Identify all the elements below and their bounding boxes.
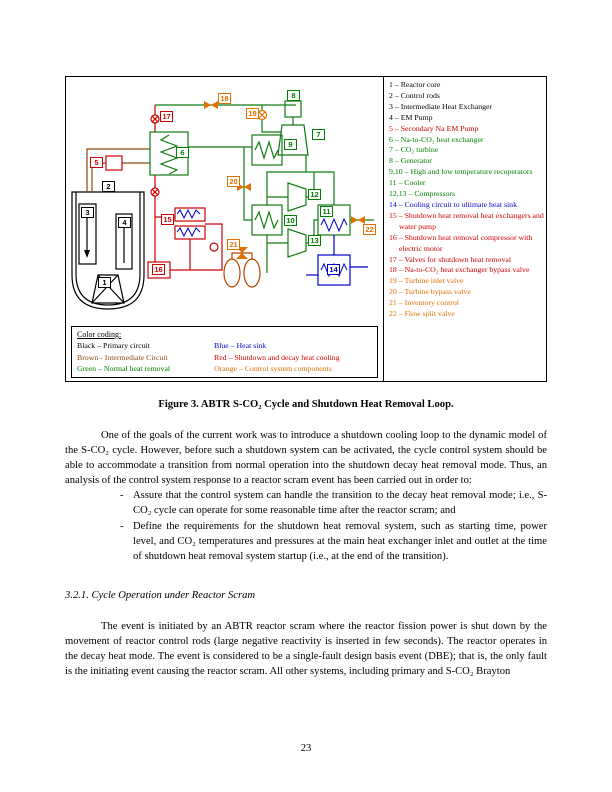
color-coding-row: Red – Shutdown and decay heat cooling bbox=[214, 352, 340, 362]
diagram-label-6: 6 bbox=[176, 147, 189, 158]
paragraph-2: The event is initiated by an ABTR reactor scram where the reactor fission power is shut down by the movement of reactor control rods (large negative reactivity is inserted in few seconds). The reactor operates in the decay heat mode. The event is considered to be a single-fault design basis event (DBE); that is, the only fault is the initiating event causing the reactor scram. All other systems, including primary and S-CO₂ Brayton bbox=[65, 620, 547, 678]
diagram-label-2: 2 bbox=[102, 181, 115, 192]
legend-item: 22 – Flow split valve bbox=[389, 309, 455, 319]
diagram-label-5: 5 bbox=[90, 157, 103, 168]
legend-item: 1 – Reactor core bbox=[389, 80, 441, 89]
legend-item: 20 – Turbine bypass valve bbox=[389, 287, 471, 297]
diagram-label-17: 17 bbox=[160, 111, 173, 122]
legend-item: 12,13 – Compressors bbox=[389, 189, 456, 199]
legend-item: 16 – Shutdown heat removal compressor with electric motor bbox=[389, 232, 533, 253]
diagram-label-15: 15 bbox=[161, 214, 174, 225]
diagram-label-21: 21 bbox=[227, 239, 240, 250]
diagram-label-19: 19 bbox=[246, 108, 259, 119]
color-coding-title: Color coding: bbox=[77, 330, 122, 339]
legend-item: 21 – Inventory control bbox=[389, 298, 459, 308]
figure-legend-list bbox=[383, 77, 546, 381]
diagram-label-8: 8 bbox=[287, 90, 300, 101]
bullet-item bbox=[65, 488, 547, 518]
color-coding-row: Green – Normal heat removal bbox=[77, 364, 171, 373]
legend-item: 11 – Cooler bbox=[389, 178, 426, 188]
diagram-label-3: 3 bbox=[81, 207, 94, 218]
color-coding-col2 bbox=[214, 340, 372, 375]
legend-item: 3 – Intermediate Heat Exchanger bbox=[389, 101, 493, 111]
figure-caption: Figure 3. ABTR S-CO₂ Cycle and Shutdown Heat Removal Loop. bbox=[158, 399, 454, 410]
legend-item: 14 – Cooling circuit to ultimate heat sink bbox=[389, 199, 517, 209]
legend-item: 8 – Generator bbox=[389, 156, 432, 166]
diagram-label-1: 1 bbox=[98, 277, 111, 288]
page-number: 23 bbox=[300, 743, 312, 754]
bullet-text: Define the requirements for the shutdown heat removal system, such as starting time, power level, and CO₂ temperatures and pressures at the main heat exchanger inlet and outlet at the time of shutdown heat removal system startup (i.e., at the end of the transition). bbox=[133, 520, 547, 562]
bullet-list bbox=[65, 488, 547, 563]
bullet-marker: - bbox=[120, 520, 124, 532]
cycle-diagram-area bbox=[66, 77, 383, 373]
diagram-label-4: 4 bbox=[118, 217, 131, 228]
diagram-label-10: 10 bbox=[284, 215, 297, 226]
section-heading: 3.2.1. Cycle Operation under Reactor Scram bbox=[65, 589, 256, 601]
color-coding-box bbox=[71, 326, 378, 378]
paragraph-1: One of the goals of the current work was to introduce a shutdown cooling loop to the dynamic model of the S-CO₂ cycle. However, before such a shutdown system can be activated, the cycle control system should be able to accommodate a transition from normal operation into the shutdown decay heat removal mode. Thus, an analysis of the control system response to a reactor scram event has been carried out in order to: bbox=[65, 430, 547, 487]
diagram-label-9: 9 bbox=[284, 139, 297, 150]
diagram-label-12: 12 bbox=[308, 189, 321, 200]
color-coding-row: Black – Primary circuit bbox=[77, 341, 150, 350]
diagram-label-18: 18 bbox=[218, 93, 231, 104]
legend-item: 9,10 – High and low temperature recuperators bbox=[389, 167, 533, 177]
bullet-item bbox=[65, 519, 547, 564]
bullet-text: Assure that the control system can handle the transition to the decay heat removal mode; i.e., S-CO₂ cycle can operate for some reasonable time after the reactor scram; and bbox=[133, 490, 547, 517]
diagram-label-20: 20 bbox=[227, 176, 240, 187]
diagram-label-7: 7 bbox=[312, 129, 325, 140]
legend-item: 5 – Secondary Na EM Pump bbox=[389, 123, 479, 133]
body-text bbox=[65, 428, 547, 679]
diagram-label-13: 13 bbox=[308, 235, 321, 246]
diagram-label-14: 14 bbox=[327, 264, 340, 275]
legend-item: 4 – EM Pump bbox=[389, 112, 433, 122]
color-coding-row: Blue – Heat sink bbox=[214, 341, 267, 350]
legend-item: 6 – Na-to-CO₂ heat exchanger bbox=[389, 134, 484, 144]
figure-3-box bbox=[65, 76, 547, 382]
diagram-label-11: 11 bbox=[320, 206, 333, 217]
diagram-label-layer bbox=[66, 77, 383, 323]
color-coding-row: Brown - Intermediate Circuit bbox=[77, 352, 168, 362]
legend-item: 2 – Control rods bbox=[389, 90, 440, 100]
legend-item: 17 – Valves for shutdown heat removal bbox=[389, 254, 511, 264]
legend-item: 18 – Na-to-CO₂ heat exchanger bypass valve bbox=[389, 265, 530, 275]
diagram-label-16: 16 bbox=[152, 264, 165, 275]
color-coding-col1 bbox=[77, 340, 214, 375]
legend-item: 7 – CO₂ turbine bbox=[389, 145, 439, 155]
legend-item: 19 – Turbine inlet valve bbox=[389, 276, 464, 286]
legend-item: 15 – Shutdown heat removal heat exchangers and water pump bbox=[389, 210, 544, 231]
bullet-marker: - bbox=[120, 490, 124, 502]
color-coding-row: Orange – Control system components bbox=[214, 364, 332, 373]
diagram-label-22: 22 bbox=[363, 224, 376, 235]
